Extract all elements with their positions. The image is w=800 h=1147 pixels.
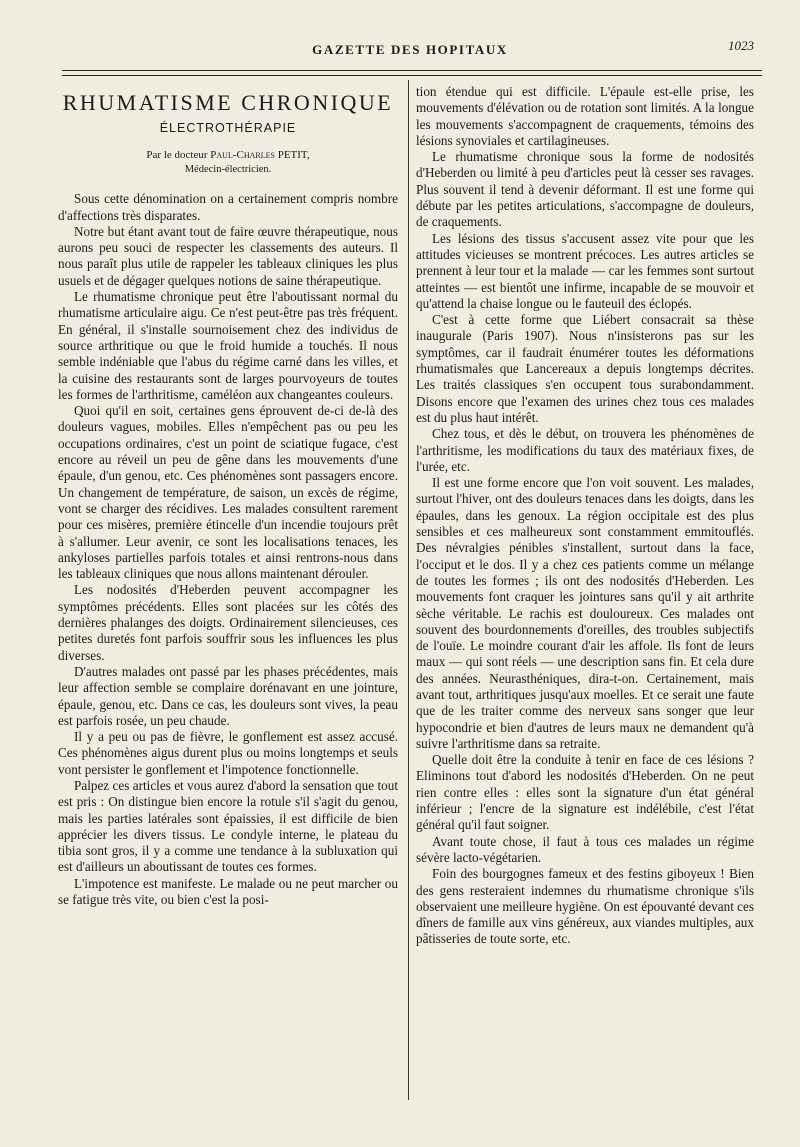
- page-header: [0, 38, 800, 64]
- left-column: [58, 84, 398, 908]
- author-name: Paul-Charles: [210, 149, 275, 162]
- paragraph-continued: tion étendue qui est difficile. L'épaule est-elle prise, les mouvements d'élévation ou de rotation sont limités. A la longue les mouvements s'accompagnent de craquements, témoins des lésions synoviales et cartilagineuses.: [416, 84, 754, 148]
- paragraph: Chez tous, et dès le début, on trouvera les phénomènes de l'arthritisme, les modifications du taux des matériaux fixes, de l'urée, etc.: [416, 426, 754, 474]
- paragraph: Le rhumatisme chronique sous la forme de nodosités d'Heberden ou limité à peu d'articles peut là cesser ses ravages. Plus souvent il tend à devenir déformant. Il est une forme qui débute par les petites articulations, s'accompagne de douleurs, de craquements.: [416, 149, 754, 230]
- column-separator: [408, 80, 409, 1100]
- right-column: [416, 84, 754, 948]
- paragraph: Quelle doit être la conduite à tenir en face de ces lésions ? Eliminons tout d'abord les nodosités d'Heberden. On ne peut rien contre elles : elles sont la signature d'un état général inférieur ; l'encre de la signature est indélébile, c'est l'état général qu'il faut soigner.: [416, 752, 754, 833]
- paragraph: Il est une forme encore que l'on voit souvent. Les malades, surtout l'hiver, ont des douleurs tenaces dans les doigts, dans les épaules, dans les genoux. La région occipitale est des plus sensibles et ces malheureux sont constamment emmitouflés. Des névralgies pénibles s'installent, surtout dans la face, l'occiput et le dos. Il y a chez ces patients comme un mélange de toutes les formes ; ils ont des nodosités d'Heberden. Les mouvements font craquer les jointures sans qu'il y ait arthrite sèche véritable. Le rachis est douloureux. Ces malades ont souvent des bourdonnements d'oreilles, des troubles subjectifs de l'ouïe. Le moindre courant d'air les affole. Ils font de leurs maux — qui sont réels — une description sans fin. Et cela dure des années. Neurasthéniques, dira-t-on. Certainement, mais avant tout, arthritiques jusqu'aux moelles. Et ce serait une faute que de les traiter comme des nerveux sans songer que leur hypocondrie et bien d'autres de leurs maux ne demandent qu'à suivre l'arthritisme dans sa retraite.: [416, 475, 754, 751]
- paragraph: Notre but étant avant tout de faire œuvre thérapeutique, nous aurons peu souci de respecter les classements des auteurs. Il nous paraît plus utile de rappeler les tableaux cliniques les plus usuels et de dégager quelques notions de saine thérapeutique.: [58, 223, 398, 288]
- author-role: Médecin-électricien.: [184, 164, 272, 176]
- header-rule-secondary: [62, 75, 762, 76]
- page-number: 1023: [728, 38, 754, 53]
- paragraph: Palpez ces articles et vous aurez d'abord la sensation que tout est pris : On distingue bien encore la rotule s'il s'agit du genou, mais les parties latérales sont épaissies, il est difficile de bien apprécier les divers tissus. Le condyle interne, le plateau du tibia sont gros, il y a comme une tendance à la subluxation qui est d'ailleurs un aboutissant de toutes ces formes.: [58, 777, 398, 875]
- paragraph: Quoi qu'il en soit, certaines gens éprouvent de-ci de-là des douleurs vagues, mobiles. Elles n'empêchent pas ou peu les occupations ordinaires, c'est un point de sciatique fugace, c'est encore au réveil un peu de gêne dans les mouvements d'une épaule, d'un genou, etc. Ces phénomènes sont passagers encore. Un changement de température, de saison, un excès de régime, vont se charger des récidives. Les malades consultent rarement pour ces misères, première étincelle d'un incendie toujours prêt à s'allumer. Leur avenir, ce sont les localisations tenaces, les ankyloses partielles parfois totales et ainsi rentrons-nous dans les tableaux cliniques que nous allons maintenant dérouler.: [58, 403, 398, 582]
- paragraph: Sous cette dénomination on a certainement compris nombre d'affections très disparates.: [58, 191, 398, 223]
- article-title: RHUMATISME CHRONIQUE: [62, 90, 394, 115]
- paragraph: Avant toute chose, il faut à tous ces malades un régime sévère lacto-végétarien.: [416, 833, 754, 865]
- paragraph: D'autres malades ont passé par les phases précédentes, mais leur affection semble se complaire dorénavant en une jointure, épaule, genou, etc. Dans ce cas, les douleurs sont vives, la peau est parfois rosée, un peu chaude.: [58, 663, 398, 728]
- paragraph: Les nodosités d'Heberden peuvent accompagner les symptômes précédents. Elles sont placées sur les côtés des dernières phalanges des doigts. Ordinairement silencieuses, ces petites duretés font parfois souffrir sous les influences les plus diverses.: [58, 582, 398, 663]
- header-rule: [62, 70, 762, 71]
- article-subtitle: ÉLECTROTHÉRAPIE: [159, 121, 297, 135]
- paragraph: Les lésions des tissus s'accusent assez vite pour que les attitudes vicieuses se montrent précoces. Les autres articles se prennent à leur tour et la malade — car les femmes sont surtout atteintes — est bientôt une infirme, incapable de se mouvoir et qu'attend la chaise longue ou le fauteuil des éclopés.: [416, 230, 754, 311]
- paragraph: Le rhumatisme chronique peut être l'aboutissant normal du rhumatisme articulaire aigu. Ce n'est peut-être pas très fréquent. En général, il s'installe sournoisement chez des individus de source arthritique ou que le froid humide a touchés. Il nous semble indéniable que l'abus du régime carné dans les villes, et la cuisine des restaurants sont de larges pourvoyeurs de toutes les formes de l'arthritisme, caméléon aux changeantes couleurs.: [58, 289, 398, 402]
- paragraph: Il y a peu ou pas de fièvre, le gonflement est assez accusé. Ces phénomènes aigus durent plus ou moins longtemps et seuls vont persister le gonflement et l'impotence fonctionnelle.: [58, 729, 398, 777]
- byline-prefix: Par le docteur: [146, 149, 208, 162]
- author-surname: PETIT,: [277, 149, 310, 162]
- journal-title: GAZETTE DES HOPITAUX: [312, 42, 508, 57]
- paragraph: Foin des bourgognes fameux et des festins giboyeux ! Bien des gens resteraient indemnes du rhumatisme chronique s'ils observaient une meilleure hygiène. On est épouvanté devant ces dîners de famille aux vins généreux, aux viandes multiples, aux pâtisseries de toute sorte, etc.: [416, 866, 754, 947]
- paragraph: L'impotence est manifeste. Le malade ou ne peut marcher ou se fatigue très vite, ou bien c'est la posi-: [58, 875, 398, 908]
- paragraph: C'est à cette forme que Liébert consacrait sa thèse inaugurale (Paris 1907). Nous n'insisterons pas sur les symptômes, car il faudrait énumérer toutes les déformations rhumatismales que Lancereaux a depuis longtemps décrites. Les traités classiques s'en occupent tous surabondamment. Disons encore que l'examen des urines chez tous ces malades est du plus haut intérêt.: [416, 312, 754, 425]
- byline: [58, 148, 398, 163]
